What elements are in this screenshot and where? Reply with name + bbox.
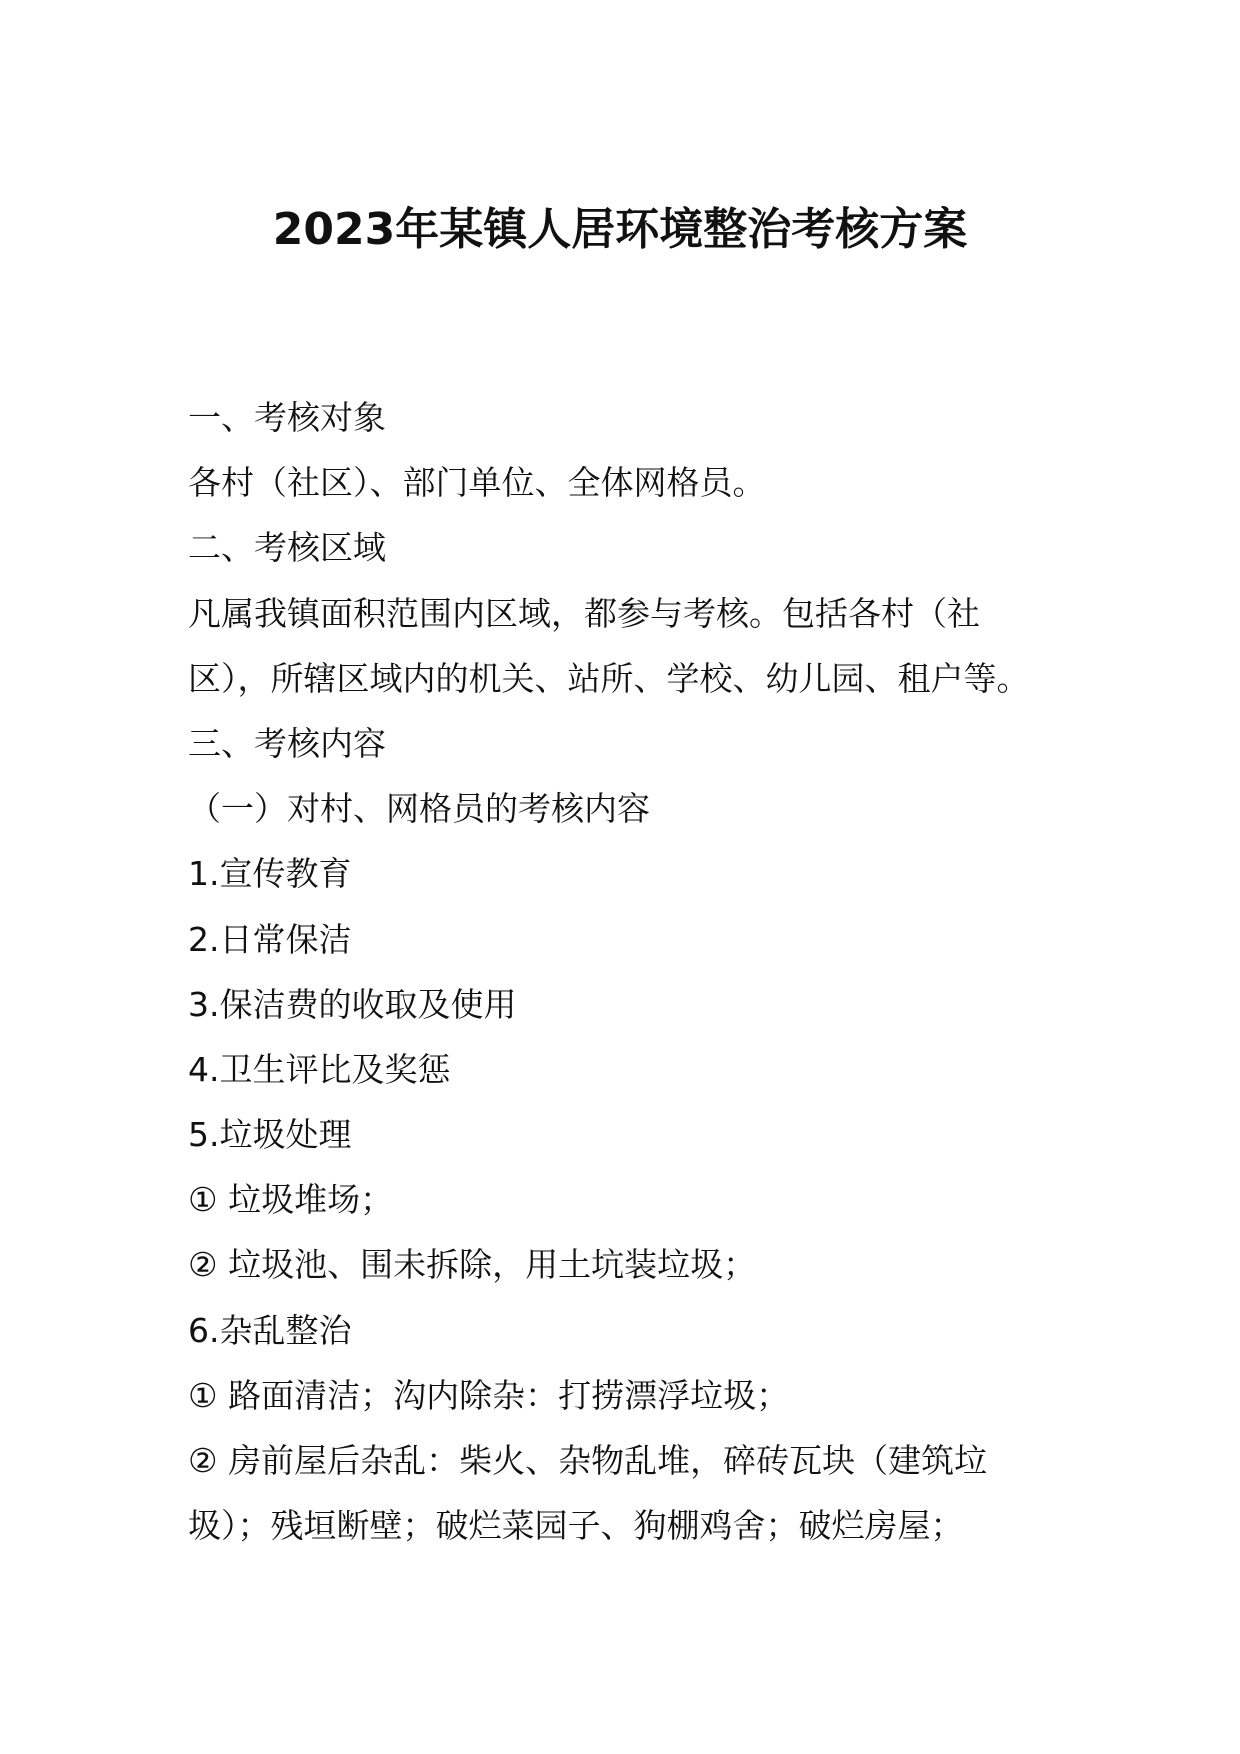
paragraph-line: 圾）；残垣断壁；破烂菜园子、狗棚鸡舍；破烂房屋； — [188, 1506, 964, 1546]
paragraph-line: 区），所辖区域内的机关、站所、学校、幼儿园、租户等。 — [188, 658, 1030, 698]
list-item: 2.日常保洁 — [188, 919, 352, 959]
list-item: 6.杂乱整治 — [188, 1310, 352, 1350]
section-heading-assessment-targets: 一、考核对象 — [188, 398, 386, 437]
list-item: 3.保洁费的收取及使用 — [188, 984, 517, 1024]
list-item: 5.垃圾处理 — [188, 1115, 352, 1155]
sub-list-item: ① 垃圾堆场； — [188, 1180, 394, 1220]
section-heading-assessment-area: 二、考核区域 — [188, 528, 386, 568]
sub-list-item: ① 路面清洁；沟内除杂：打捞漂浮垃圾； — [188, 1375, 790, 1415]
list-item: 4.卫生评比及奖惩 — [188, 1049, 451, 1089]
subsection-heading: （一）对村、网格员的考核内容 — [188, 789, 650, 829]
document-title: 2023年某镇人居环境整治考核方案 — [272, 204, 968, 255]
sub-list-item: ② 垃圾池、围未拆除，用土坑装垃圾； — [188, 1245, 757, 1285]
section-heading-assessment-content: 三、考核内容 — [188, 723, 386, 763]
list-item: 1.宣传教育 — [188, 854, 352, 894]
paragraph-line: 各村（社区）、部门单位、全体网格员。 — [188, 463, 766, 503]
paragraph-line: 凡属我镇面积范围内区域，都参与考核。包括各村（社 — [188, 593, 980, 633]
sub-list-item: ② 房前屋后杂乱：柴火、杂物乱堆，碎砖瓦块（建筑垃 — [188, 1441, 988, 1480]
document-body — [188, 385, 1068, 1558]
